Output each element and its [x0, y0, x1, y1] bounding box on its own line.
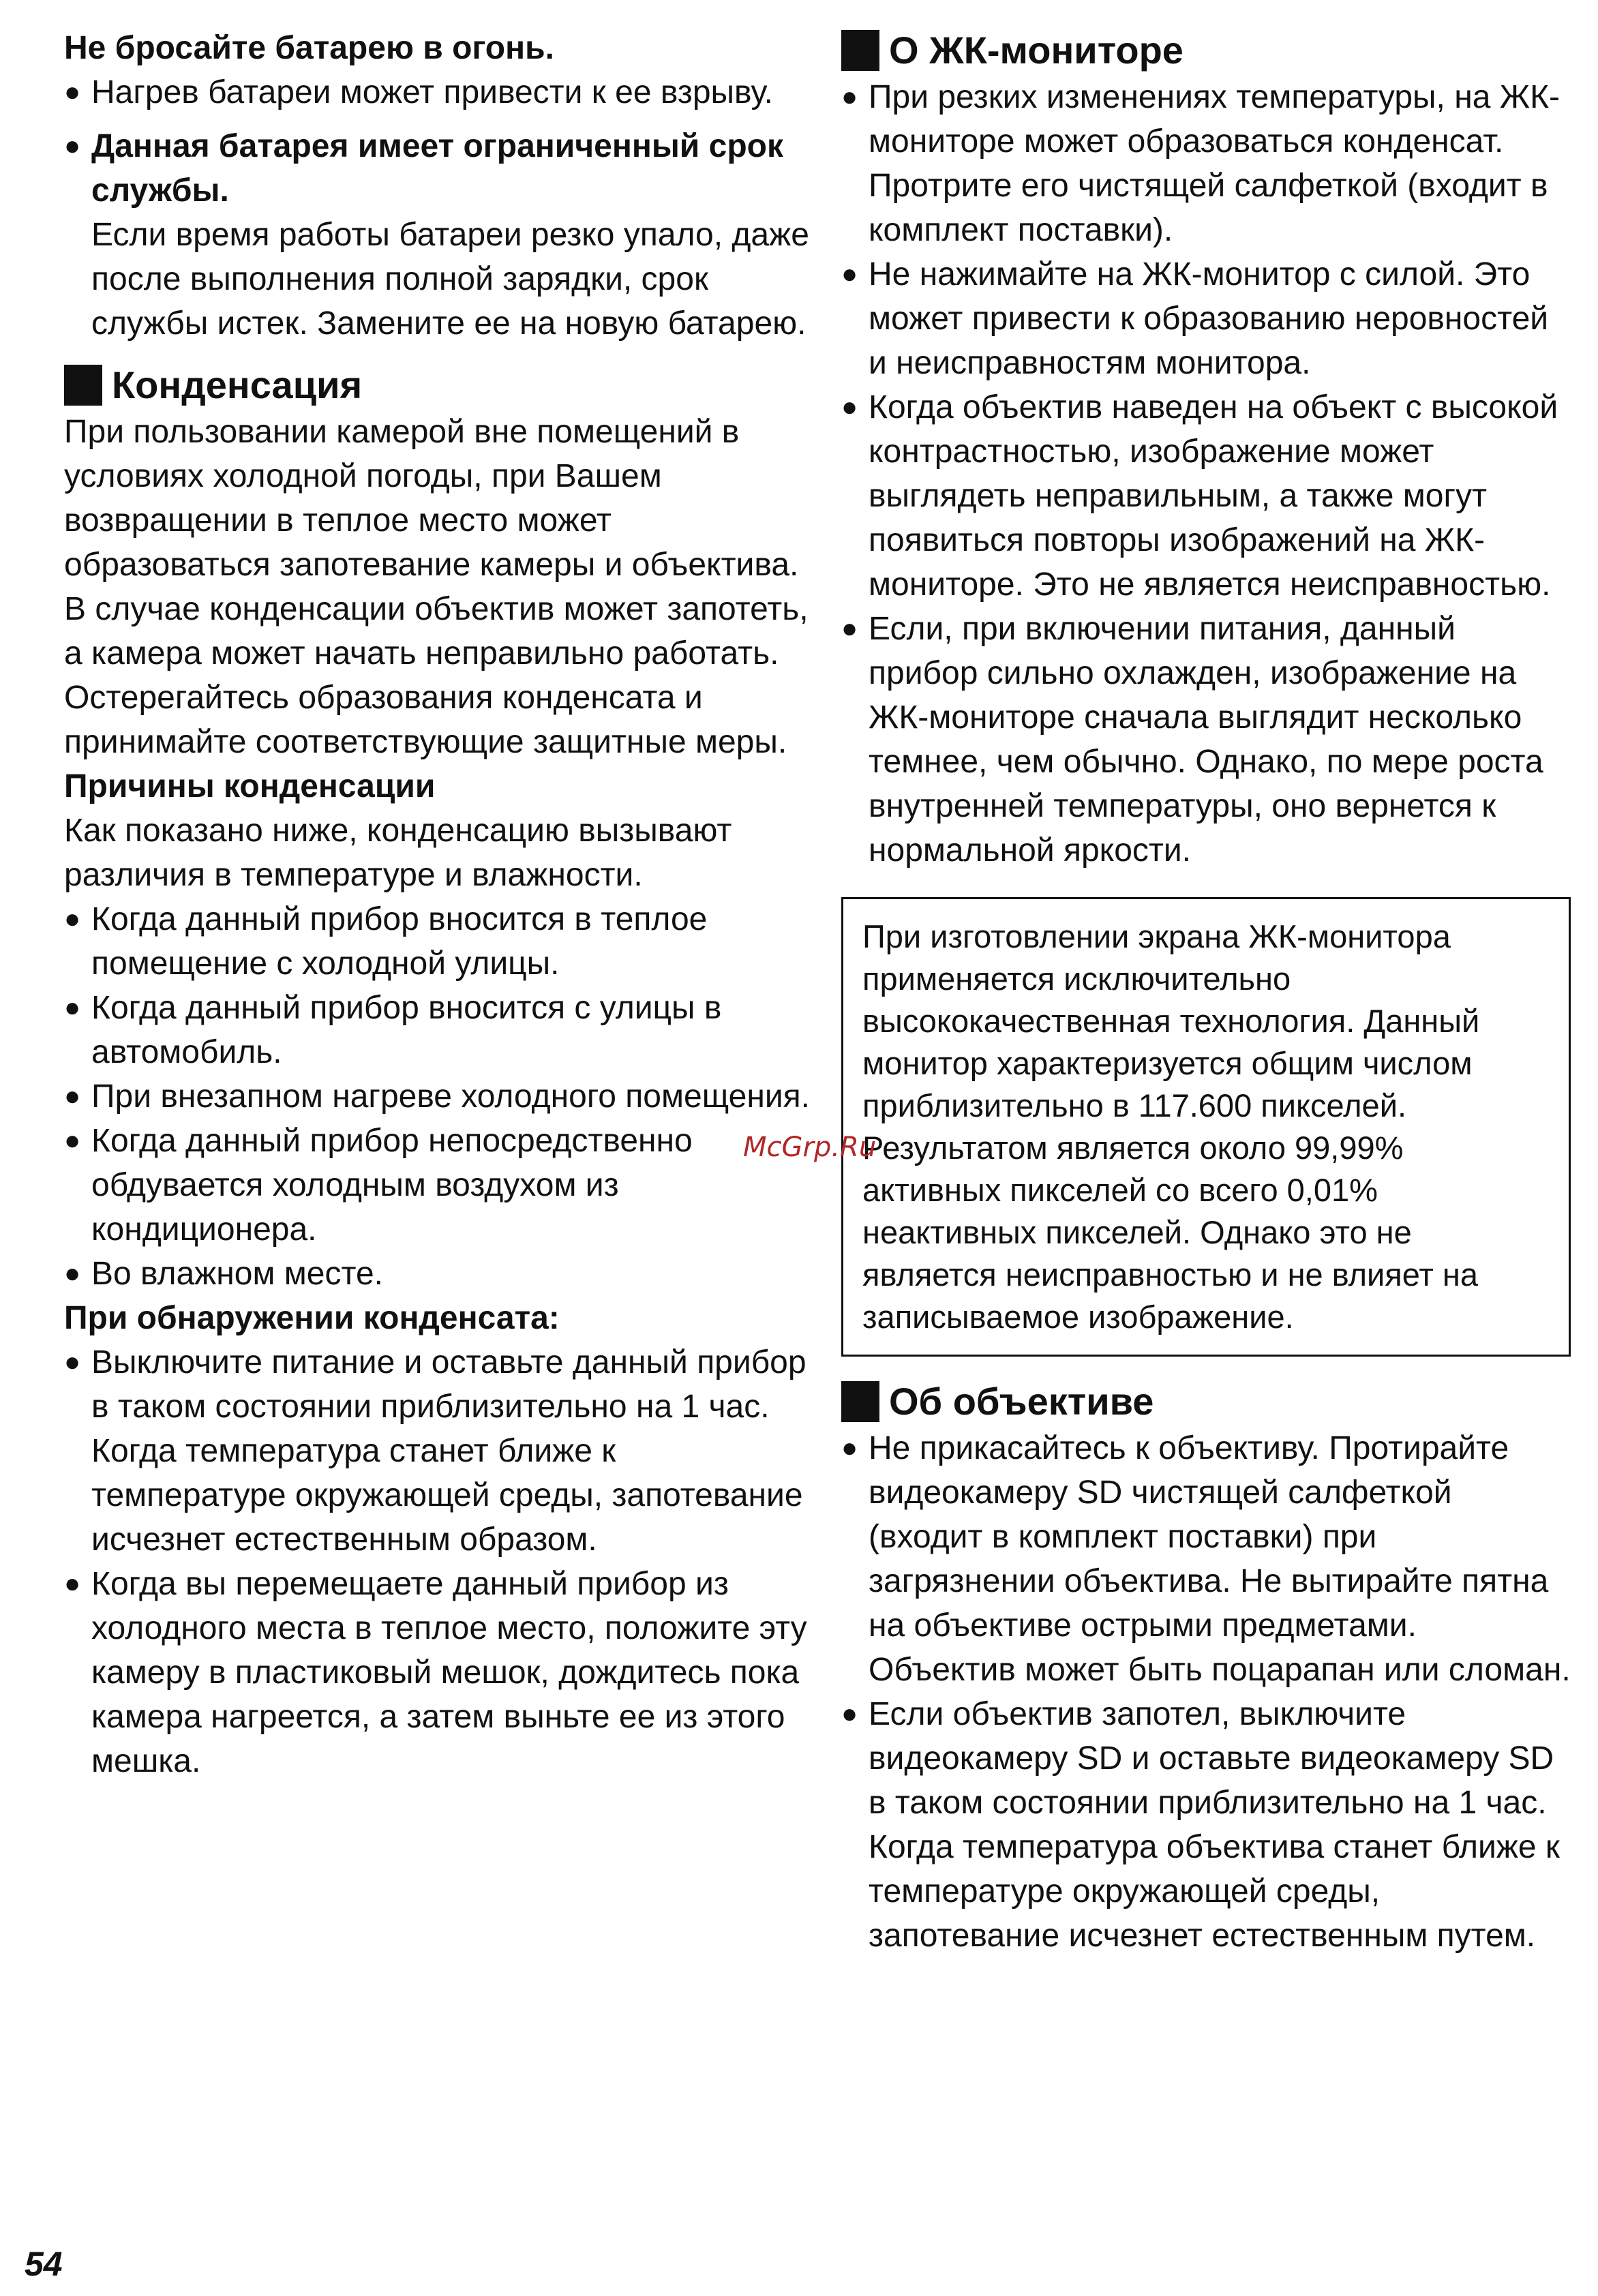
bullet-icon: ● [64, 1081, 81, 1111]
bullet-icon: ● [841, 82, 858, 112]
list-item [64, 1252, 814, 1296]
list-item-text: При внезапном нагреве холодного помещения. [91, 1078, 810, 1115]
list-item [841, 607, 1571, 873]
list-item-text: Если объектив запотел, выключите видеокамеру SD и оставьте видеокамеру SD в таком состоянии приблизительно на 1 час. Когда температура объектива станет ближе к температуре окружающей среды, запотевание исчезнет естественным путем. [869, 1696, 1560, 1954]
section-heading-lens [841, 1377, 1571, 1426]
list-item-text: При резких изменениях температуры, на ЖК-мониторе может образоваться конденсат. Протрите его чистящей салфеткой (входит в комплект поставки). [869, 79, 1561, 248]
list-item-text: Не прикасайтесь к объективу. Протирайте видеокамеру SD чистящей салфеткой (входит в комплект поставки) при загрязнении объектива. Не вытирайте пятна на объективе острыми предметами. Объектив может быть поцарапан или сломан. [869, 1430, 1571, 1688]
list-item-text: Когда данный прибор вносится с улицы в автомобиль. [91, 990, 722, 1070]
list-item [64, 70, 814, 115]
bullet-icon: ● [64, 1347, 81, 1377]
heading-label: Конденсация [112, 363, 363, 406]
page-number: 54 [25, 2245, 63, 2283]
list-item-text: Когда данный прибор вносится в теплое помещение с холодной улицы. [91, 901, 708, 982]
bullet-icon: ● [64, 904, 81, 934]
left-column [64, 26, 814, 1783]
section-square-icon [841, 1381, 879, 1422]
bullet-icon: ● [64, 1569, 81, 1599]
bullet-icon: ● [841, 614, 858, 644]
list-item-text: Нагрев батареи может привести к ее взрыву. [91, 74, 773, 110]
section-heading-condensation [64, 361, 814, 410]
list-item [64, 1074, 814, 1119]
bullet-icon: ● [841, 1433, 858, 1463]
list-item-text: Во влажном месте. [91, 1256, 383, 1292]
heading-label: Об объективе [889, 1380, 1154, 1423]
list-item [64, 1562, 814, 1783]
list-item-text: Когда вы перемещаете данный прибор из холодного места в теплое место, положите эту камеру в пластиковый мешок, дождитесь пока камера нагреется, а затем выньте ее из этого мешка. [91, 1566, 807, 1779]
bullet-icon: ● [64, 1126, 81, 1155]
list-item [64, 897, 814, 986]
bullet-icon: ● [64, 131, 81, 161]
list-item [841, 75, 1571, 252]
battery-fire-title: Не бросайте батарею в огонь. [64, 30, 554, 66]
list-item [841, 252, 1571, 385]
list-item [64, 124, 814, 213]
condensation-paragraph: В случае конденсации объектив может запотеть, а камера может начать неправильно работать. Остерегайтесь образования конденсата и принимайте соответствующие защитные меры. [64, 591, 809, 760]
list-item [64, 1340, 814, 1562]
subheading-detect: При обнаружении конденсата: [64, 1300, 560, 1336]
section-square-icon [64, 365, 102, 406]
list-item-text: Когда данный прибор непосредственно обдувается холодным воздухом из кондиционера. [91, 1123, 693, 1248]
battery-life-text: Если время работы батареи резко упало, даже после выполнения полной зарядки, срок службы истек. Замените ее на новую батарею. [91, 217, 809, 342]
list-item-text: Когда объектив наведен на объект с высокой контрастностью, изображение может выглядеть неправильным, а также могут появиться повторы изображений на ЖК-мониторе. Это не является неисправностью. [869, 389, 1558, 603]
list-item-text: Не нажимайте на ЖК-монитор с силой. Это может привести к образованию неровностей и неисправностям монитора. [869, 256, 1549, 381]
lcd-note-text: При изготовлении экрана ЖК-монитора применяется исключительно высококачественная технология. Данный монитор характеризуется общим числом приблизительно в 117.600 пикселей. Результатом является около 99,99% активных пикселей со всего 0,01% неактивных пикселей. Однако это не является неисправностью и не влияет на записываемое изображение. [862, 918, 1480, 1335]
subheading-causes: Причины конденсации [64, 768, 436, 804]
list-item [841, 1692, 1571, 1958]
list-item [841, 1426, 1571, 1692]
bullet-icon: ● [841, 392, 858, 422]
heading-label: О ЖК-мониторе [889, 29, 1184, 72]
bullet-icon: ● [841, 1699, 858, 1729]
causes-intro: Как показано ниже, конденсацию вызывают различия в температуре и влажности. [64, 813, 732, 893]
section-square-icon [841, 30, 879, 71]
watermark: McGrp.Ru [743, 1132, 877, 1163]
section-heading-lcd [841, 26, 1571, 75]
list-item [841, 385, 1571, 607]
list-item [64, 1119, 814, 1252]
right-column [841, 26, 1571, 1958]
bullet-icon: ● [841, 259, 858, 289]
list-item [64, 986, 814, 1074]
condensation-paragraph: При пользовании камерой вне помещений в условиях холодной погоды, при Вашем возвращении в теплое место может образоваться запотевание камеры и объектива. [64, 414, 799, 583]
battery-life-title: Данная батарея имеет ограниченный срок службы. [91, 128, 784, 209]
bullet-icon: ● [64, 993, 81, 1023]
list-item-text: Если, при включении питания, данный прибор сильно охлажден, изображение на ЖК-мониторе сначала выглядит несколько темнее, чем обычно. Однако, по мере роста внутренней температуры, оно вернется к нормальной яркости. [869, 611, 1543, 868]
lcd-note-box [841, 897, 1571, 1357]
list-item-text: Выключите питание и оставьте данный прибор в таком состоянии приблизительно на 1 час. Когда температура станет ближе к температуре окружающей среды, запотевание исчезнет естественным образом. [91, 1344, 806, 1558]
bullet-icon: ● [64, 77, 81, 107]
bullet-icon: ● [64, 1258, 81, 1288]
